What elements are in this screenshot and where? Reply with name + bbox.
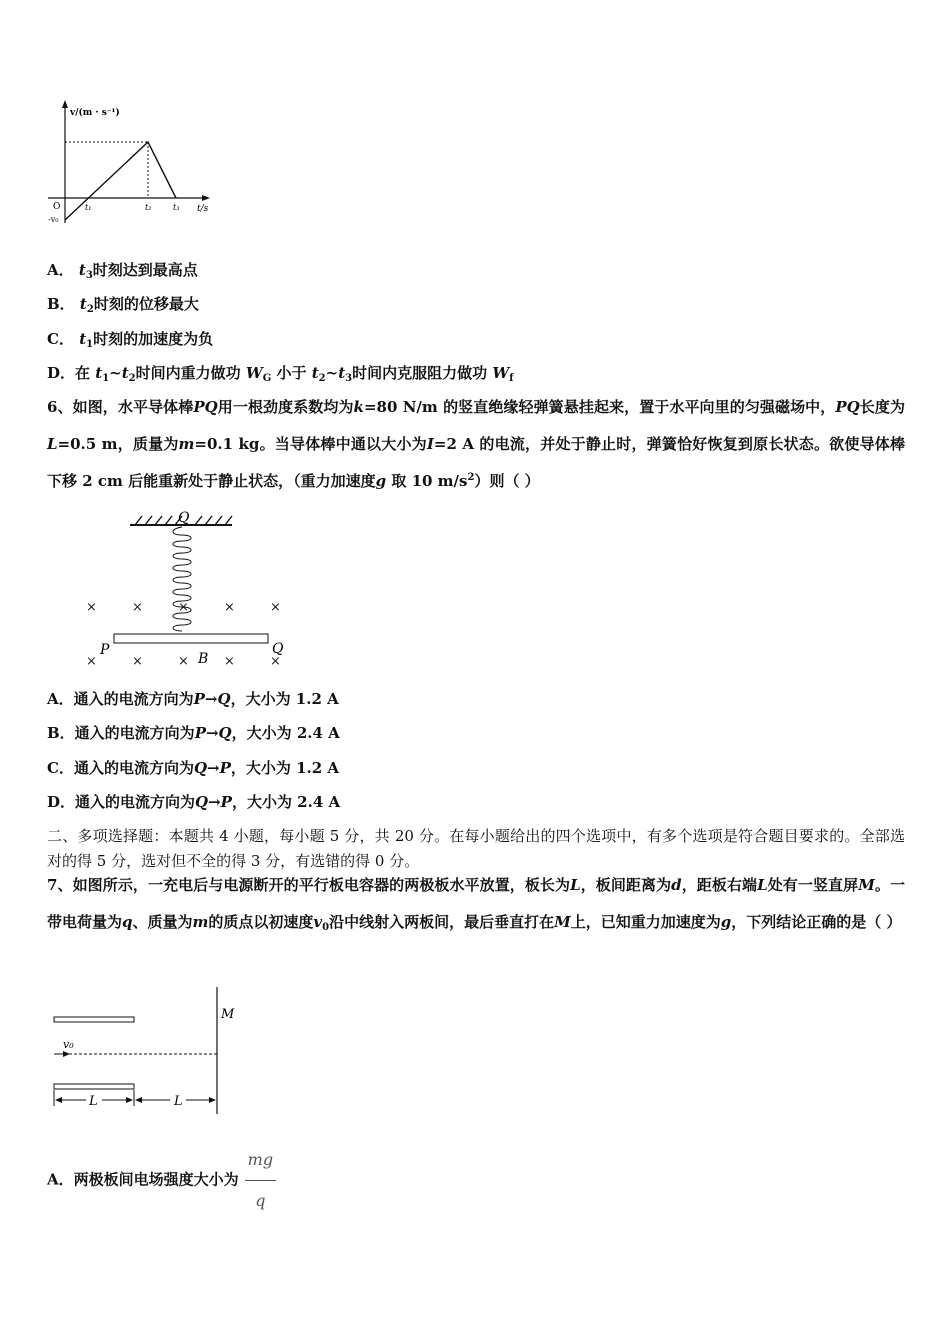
dim-arrow-1b (126, 1097, 133, 1103)
q-label: Q (272, 641, 284, 657)
q5-option-a: A． $t_3$时刻达到最高点 (47, 261, 198, 281)
b-label: B (198, 651, 209, 667)
svg-text:×: × (224, 600, 235, 615)
section-2-heading: 二、多项选择题：本题共 4 小题，每小题 5 分，共 20 分。在每小题给出的四个选项中，有多个选项是符合题目要求的。全部选对的得 5 分，选对但不全的得 3 分，有选错的得 0 分。 (47, 827, 905, 870)
svg-text:×: × (132, 600, 143, 615)
svg-text:×: × (178, 600, 189, 615)
svg-text:×: × (132, 654, 143, 669)
dim-arrow-2b (209, 1097, 216, 1103)
l1-label: L (89, 1094, 98, 1109)
v-axis-label: v/(m · s⁻¹) (70, 108, 120, 118)
m-label: M (221, 1007, 235, 1022)
fraction-mg-over-q: $\frac{mg}{q}$ (245, 1142, 276, 1219)
conductor-rod (114, 634, 268, 643)
velocity-curve (65, 142, 176, 220)
origin-label: O (53, 202, 61, 212)
svg-text:×: × (178, 654, 189, 669)
top-q-label: Q (178, 510, 190, 526)
t3-label: t₃ (173, 203, 180, 212)
v0-arrow-head (63, 1051, 70, 1057)
top-plate (54, 1017, 134, 1022)
l2-label: L (174, 1094, 183, 1109)
q6-option-b: B．通入的电流方向为P→Q，大小为 2.4 A (47, 724, 340, 742)
capacitor-figure (46, 982, 246, 1117)
t-axis-arrow (202, 195, 210, 201)
t1-label: t₁ (85, 203, 92, 212)
dim-arrow-2a (135, 1097, 142, 1103)
q5-option-d: D．在 $t_1\sim t_2$时间内重力做功 $W_G$ 小于 $t_2\sim t_3$时间内克服阻力做功 $W_f$ (47, 364, 514, 384)
velocity-time-graph (40, 98, 220, 233)
p-label: P (100, 642, 110, 658)
q7-option-a: A．两极板间电场强度大小为 $\frac{mg}{q}$ (47, 1142, 276, 1219)
svg-text:×: × (270, 600, 281, 615)
q5-option-c: C． $t_1$时刻的加速度为负 (47, 330, 214, 350)
q6-option-d: D．通入的电流方向为Q→P，大小为 2.4 A (47, 793, 341, 811)
v0-label: -v₀ (48, 215, 59, 224)
v0-label: v₀ (63, 1038, 74, 1051)
spring-rod-figure (80, 505, 295, 675)
q6-option-c: C．通入的电流方向为Q→P，大小为 1.2 A (47, 759, 340, 777)
svg-text:×: × (270, 654, 281, 669)
t2-label: t₂ (145, 203, 152, 212)
bottom-plate (54, 1084, 134, 1089)
svg-text:×: × (86, 654, 97, 669)
q6-option-a: A．通入的电流方向为P→Q，大小为 1.2 A (47, 690, 339, 708)
t-axis-label: t/s (197, 204, 209, 214)
q5-option-b: B． $t_2$时刻的位移最大 (47, 295, 199, 315)
svg-text:×: × (86, 600, 97, 615)
svg-text:×: × (224, 654, 235, 669)
v-axis-arrow (62, 100, 68, 108)
q6-stem: 6、如图，水平导体棒PQ用一根劲度系数均为k=80 N/m 的竖直绝缘轻弹簧悬挂起来，置于水平向里的匀强磁场中，PQ长度为L=0.5 m，质量为m=0.1 kg。当导体棒中通以大小为I=2 A 的电流，并处于静止时，弹簧恰好恢复到原长状态。欲使导体棒下移 2 cm 后能重新处于静止状态，（重力加速度g 取 10 $m/s^2$）则（ ） (47, 398, 905, 490)
dim-arrow-1a (55, 1097, 62, 1103)
q7-stem: 7、如图所示，一充电后与电源断开的平行板电容器的两极板水平放置，板长为L，板间距离为d，距板右端L处有一竖直屏M。一带电荷量为q、质量为m的质点以初速度$v_0$沿中线射入两板间，最后垂直打在M上，已知重力加速度为g，下列结论正确的是（ ） (47, 876, 905, 933)
spring (173, 527, 191, 631)
